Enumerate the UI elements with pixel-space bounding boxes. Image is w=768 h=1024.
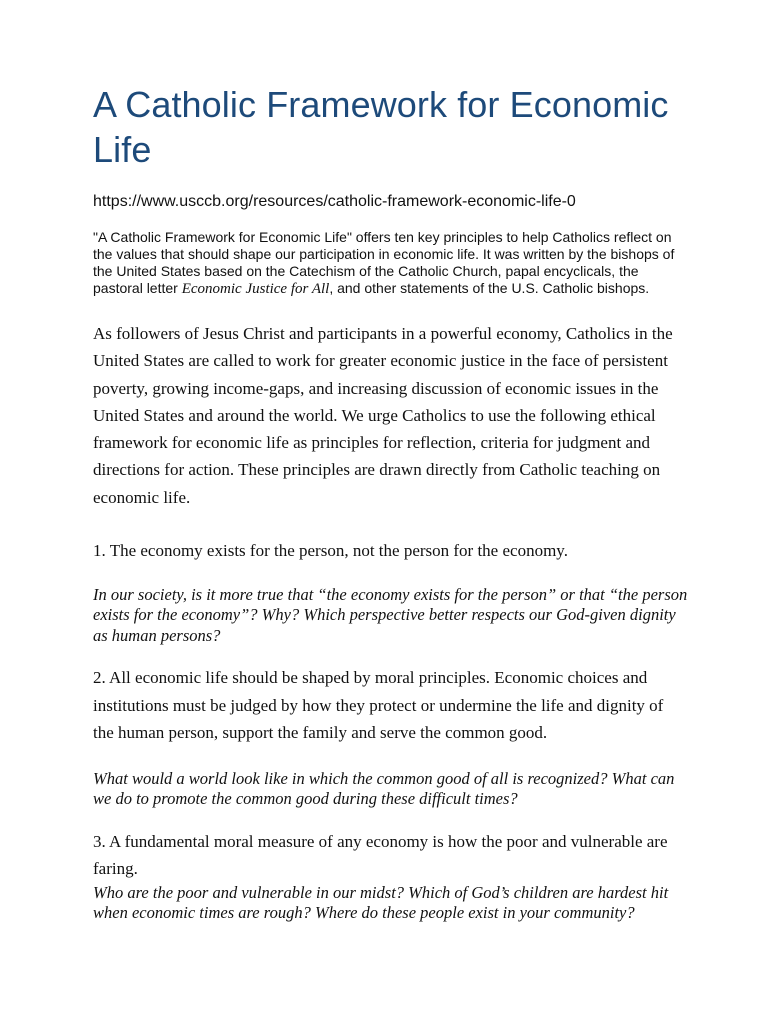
intro-italic-title: Economic Justice for All <box>181 281 330 297</box>
document-title: A Catholic Framework for Economic Life <box>93 84 669 170</box>
intro-text-1: "A Catholic Framework for Economic Life" offers ten key principles to help Catholics reflect on the values that should shape our participation in economic life. It was written by the bishops of the United States based on the Catechism of the Catholic Church, papal encyclicals, the pastoral letter <box>93 229 675 296</box>
question-2: What would a world look like in which the common good of all is recognized? What can we do to promote the common good during these difficult times? <box>93 768 675 809</box>
principle-3: 3. A fundamental moral measure of any economy is how the poor and vulnerable are faring. <box>93 831 668 879</box>
intro-paragraph <box>93 229 688 298</box>
question-3: Who are the poor and vulnerable in our midst? Which of God’s children are hardest hit when economic times are rough? Where do these people exist in your community? <box>93 882 669 923</box>
principle-2: 2. All economic life should be shaped by moral principles. Economic choices and institutions must be judged by how they protect or undermine the life and dignity of the human person, support the family and serve the common good. <box>93 668 664 743</box>
intro-text-2: , and other statements of the U.S. Catholic bishops. <box>329 280 650 296</box>
principle-1: 1. The economy exists for the person, not the person for the economy. <box>93 541 568 561</box>
source-url: https://www.usccb.org/resources/catholic-framework-economic-life-0 <box>93 193 576 210</box>
question-1: In our society, is it more true that “the economy exists for the person” or that “the person exists for the economy”? Why? Which perspective better respects our God-given dignity as human persons? <box>93 584 688 645</box>
body-paragraph: As followers of Jesus Christ and participants in a powerful economy, Catholics in the United States are called to work for greater economic justice in the face of persistent poverty, growing income-gaps, and increasing discussion of economic issues in the United States and around the world. We urge Catholics to use the following ethical framework for economic life as principles for reflection, criteria for judgment and directions for action. These principles are drawn directly from Catholic teaching on economic life. <box>93 324 673 507</box>
